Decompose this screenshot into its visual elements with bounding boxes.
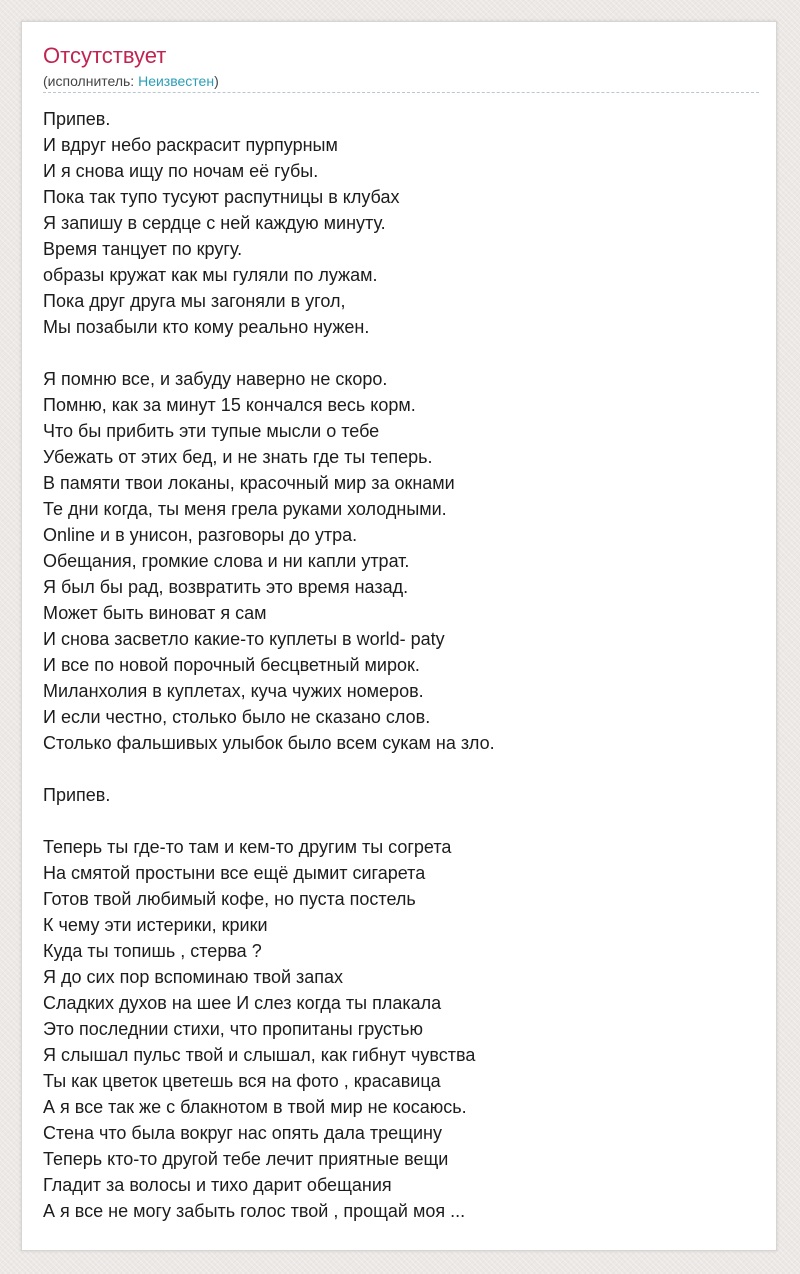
lyric-line: Куда ты топишь , стерва ? (43, 941, 262, 961)
lyric-blank-line (43, 756, 759, 782)
lyric-line: Может быть виноват я сам (43, 603, 267, 623)
lyric-line: Припев. (43, 785, 111, 805)
lyric-line: К чему эти истерики, крики (43, 915, 268, 935)
lyric-blank-line (43, 808, 759, 834)
lyric-line: Я слышал пульс твой и слышал, как гибнут чувства (43, 1045, 476, 1065)
lyric-line: Online и в унисон, разговоры до утра. (43, 525, 358, 545)
lyric-line: Пока друг друга мы загоняли в угол, (43, 291, 346, 311)
lyric-line: А я все так же с блакнотом в твой мир не косаюсь. (43, 1097, 467, 1117)
lyric-line: Я до сих пор вспоминаю твой запах (43, 967, 344, 987)
lyric-line: образы кружат как мы гуляли по лужам. (43, 265, 378, 285)
lyric-line: Готов твой любимый кофе, но пуста постель (43, 889, 416, 909)
artist-link[interactable]: Неизвестен (138, 73, 215, 89)
lyric-line: Это последнии стихи, что пропитаны грустью (43, 1019, 424, 1039)
lyric-blank-line (43, 340, 759, 366)
lyric-line: Я был бы рад, возвратить это время назад. (43, 577, 409, 597)
lyric-line: И все по новой порочный бесцветный мирок. (43, 655, 420, 675)
lyric-line: Теперь ты где-то там и кем-то другим ты согрета (43, 837, 452, 857)
lyric-line: Ты как цветок цветешь вся на фото , красавица (43, 1071, 441, 1091)
lyric-line: И снова засветло какие-то куплеты в world- paty (43, 629, 445, 649)
lyric-line: Я запишу в сердце с ней каждую минуту. (43, 213, 386, 233)
lyric-line: Столько фальшивых улыбок было всем сукам на зло. (43, 733, 495, 753)
lyric-line: И вдруг небо раскрасит пурпурным (43, 135, 338, 155)
lyric-line: Время танцует по кругу. (43, 239, 243, 259)
lyric-line: Припев. (43, 109, 111, 129)
lyric-line: В памяти твои локаны, красочный мир за окнами (43, 473, 455, 493)
lyric-line: На смятой простыни все ещё дымит сигарета (43, 863, 426, 883)
lyric-line: А я все не могу забыть голос твой , прощай моя ... (43, 1201, 466, 1221)
lyric-line: Мы позабыли кто кому реально нужен. (43, 317, 370, 337)
artist-suffix: ) (214, 73, 219, 89)
lyric-line: И если честно, столько было не сказано слов. (43, 707, 431, 727)
lyric-line: Миланхолия в куплетах, куча чужих номеров. (43, 681, 424, 701)
lyric-line: Пока так тупо тусуют распутницы в клубах (43, 187, 400, 207)
lyric-line: Гладит за волосы и тихо дарит обещания (43, 1175, 392, 1195)
lyric-line: Те дни когда, ты меня грела руками холодными. (43, 499, 447, 519)
lyrics-card (21, 21, 777, 1251)
song-header (43, 42, 759, 93)
artist-line (43, 72, 759, 93)
lyric-line: Убежать от этих бед, и не знать где ты теперь. (43, 447, 433, 467)
artist-prefix: (исполнитель: (43, 73, 139, 89)
lyric-line: Что бы прибить эти тупые мысли о тебе (43, 421, 380, 441)
lyric-line: И я снова ищу по ночам её губы. (43, 161, 319, 181)
lyric-line: Обещания, громкие слова и ни капли утрат. (43, 551, 410, 571)
lyric-line: Помню, как за минут 15 кончался весь корм. (43, 395, 416, 415)
lyric-line: Сладких духов на шее И слез когда ты плакала (43, 993, 442, 1013)
lyric-line: Я помню все, и забуду наверно не скоро. (43, 369, 388, 389)
lyrics-text (43, 106, 759, 1224)
song-title: Отсутствует (43, 43, 167, 68)
lyric-line: Теперь кто-то другой тебе лечит приятные вещи (43, 1149, 449, 1169)
lyric-line: Стена что была вокруг нас опять дала трещину (43, 1123, 442, 1143)
